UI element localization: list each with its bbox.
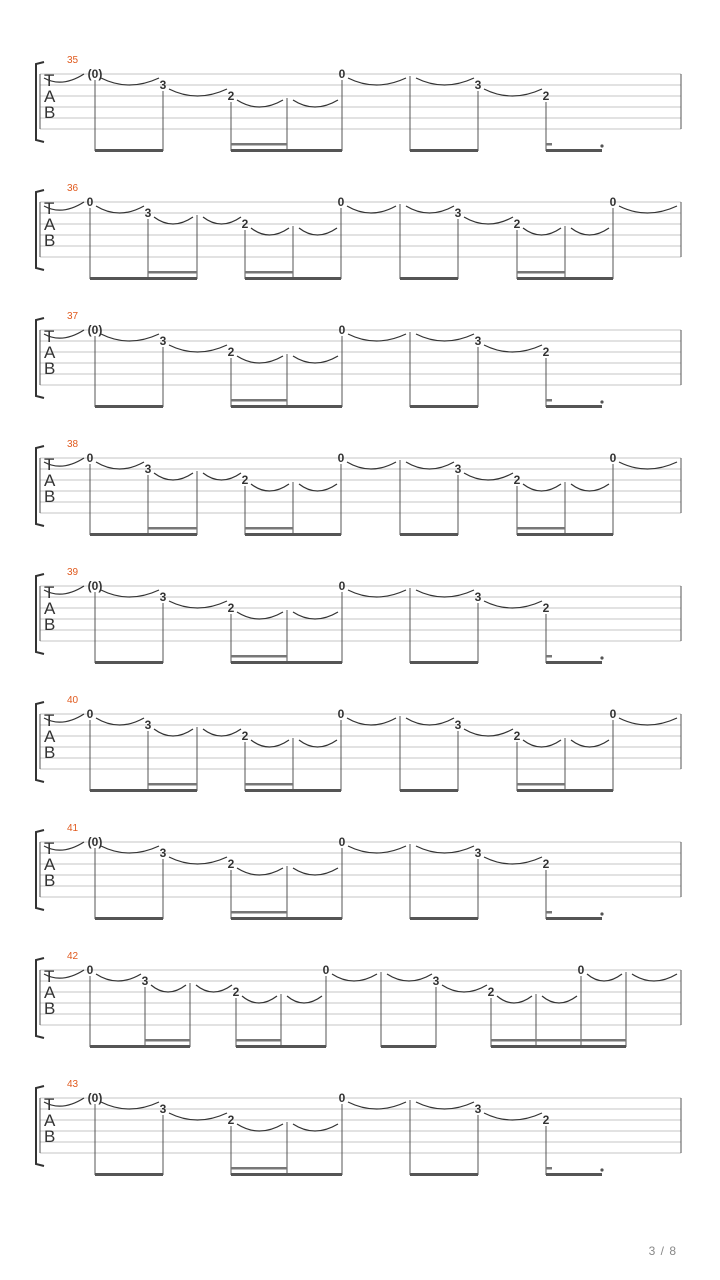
tie-arc <box>151 985 186 992</box>
tie-arc <box>587 974 622 981</box>
fret-number: 0 <box>577 963 585 977</box>
beam <box>245 789 341 792</box>
fret-number: 0 <box>86 707 94 721</box>
tie-arc <box>154 729 193 736</box>
sub-beam <box>517 783 565 786</box>
tie-arc <box>523 484 561 491</box>
tie-arc <box>416 334 474 341</box>
beam <box>231 661 342 664</box>
fret-number: 2 <box>227 1113 235 1127</box>
fret-number: 2 <box>227 89 235 103</box>
beam <box>400 277 458 280</box>
fret-number: 3 <box>159 1102 167 1116</box>
sub-beam <box>231 655 287 658</box>
sub-beam <box>148 783 197 786</box>
tie-arc <box>416 78 474 85</box>
fret-number: 3 <box>144 462 152 476</box>
tie-arc <box>619 206 677 213</box>
tie-arc <box>348 846 406 853</box>
fret-number: 0 <box>338 1091 346 1105</box>
fret-number: 2 <box>487 985 495 999</box>
tie-arc <box>484 345 542 352</box>
beam <box>90 277 197 280</box>
tie-arc <box>332 974 377 981</box>
tie-arc <box>464 217 513 224</box>
tab-clef-letter: T <box>44 1095 55 1114</box>
tie-arc <box>293 868 338 875</box>
partial-beam <box>546 1167 552 1170</box>
tie-arc <box>237 612 283 619</box>
tab-clef-letter: A <box>44 471 56 490</box>
tie-arc <box>101 590 159 597</box>
sub-beam <box>231 143 287 146</box>
beam <box>95 1173 163 1176</box>
beam <box>517 789 613 792</box>
beam <box>410 1173 478 1176</box>
fret-number: 3 <box>454 462 462 476</box>
fret-number: 0 <box>86 963 94 977</box>
tab-clef-letter: B <box>44 743 56 762</box>
tie-arc <box>497 996 532 1003</box>
measure-number: 38 <box>67 439 79 450</box>
tie-arc <box>464 473 513 480</box>
sub-beam <box>231 399 287 402</box>
beam <box>546 149 602 152</box>
tab-clef-letter: T <box>44 839 55 858</box>
fret-number: 0 <box>609 707 617 721</box>
fret-number: 3 <box>474 846 482 860</box>
tie-arc <box>406 462 454 469</box>
tie-arc <box>619 462 677 469</box>
fret-number: 2 <box>241 729 249 743</box>
tie-arc <box>101 1102 159 1109</box>
fret-number: 3 <box>159 78 167 92</box>
tie-arc <box>387 974 432 981</box>
tie-arc <box>96 206 144 213</box>
fret-number: 2 <box>227 601 235 615</box>
tab-clef-letter: B <box>44 103 56 122</box>
measure-number: 41 <box>67 823 79 834</box>
tie-arc <box>484 601 542 608</box>
tab-system <box>36 439 681 536</box>
sub-beam <box>245 527 293 530</box>
beam <box>546 917 602 920</box>
fret-number: 0 <box>338 323 346 337</box>
fret-number: 0 <box>86 451 94 465</box>
beam <box>410 405 478 408</box>
tie-arc <box>293 356 338 363</box>
fret-number: 2 <box>542 857 550 871</box>
beam <box>546 661 602 664</box>
beam <box>381 1045 436 1048</box>
measure-number: 37 <box>67 311 79 322</box>
fret-number: 2 <box>542 89 550 103</box>
fret-number: 2 <box>513 217 521 231</box>
tie-arc <box>619 718 677 725</box>
fret-number: 0 <box>338 579 346 593</box>
fret-number: 2 <box>542 601 550 615</box>
tie-arc <box>571 740 609 747</box>
fret-number: 3 <box>159 334 167 348</box>
measure-number: 42 <box>67 951 79 962</box>
partial-beam <box>546 911 552 914</box>
sub-beam <box>231 1167 287 1170</box>
sub-beam <box>148 527 197 530</box>
fret-number: 2 <box>227 345 235 359</box>
tie-arc <box>237 356 283 363</box>
tab-clef-letter: T <box>44 71 55 90</box>
tab-clef-letter: A <box>44 87 56 106</box>
fret-number: (0) <box>87 579 103 593</box>
fret-number: 3 <box>144 206 152 220</box>
tie-arc <box>293 612 338 619</box>
measure-number: 39 <box>67 567 79 578</box>
tie-arc <box>251 740 289 747</box>
tie-arc <box>169 345 227 352</box>
tab-clef-letter: A <box>44 727 56 746</box>
tab-system <box>36 951 681 1048</box>
sub-beam <box>145 1039 190 1042</box>
fret-number: 3 <box>432 974 440 988</box>
beam <box>410 917 478 920</box>
tie-arc <box>169 1113 227 1120</box>
measure-number: 40 <box>67 695 79 706</box>
tie-arc <box>293 100 338 107</box>
tie-arc <box>196 985 232 992</box>
beam <box>546 405 602 408</box>
beam <box>491 1045 626 1048</box>
fret-number: 3 <box>474 590 482 604</box>
fret-number: 2 <box>241 473 249 487</box>
beam <box>517 277 613 280</box>
beam <box>231 1173 342 1176</box>
beam <box>236 1045 326 1048</box>
tie-arc <box>484 89 542 96</box>
tie-arc <box>347 206 396 213</box>
fret-number: 0 <box>86 195 94 209</box>
tab-system <box>36 55 681 152</box>
tab-clef-letter: A <box>44 343 56 362</box>
fret-number: 2 <box>232 985 240 999</box>
tie-arc <box>348 1102 406 1109</box>
partial-beam <box>546 655 552 658</box>
tie-arc <box>484 857 542 864</box>
fret-number: 0 <box>609 451 617 465</box>
fret-number: 0 <box>337 707 345 721</box>
tie-arc <box>416 590 474 597</box>
tie-arc <box>237 100 283 107</box>
tie-arc <box>101 846 159 853</box>
tie-arc <box>101 334 159 341</box>
beam <box>95 917 163 920</box>
tie-arc <box>203 729 241 736</box>
tab-clef-letter: B <box>44 359 56 378</box>
tie-arc <box>299 228 337 235</box>
beam <box>231 405 342 408</box>
tab-clef-letter: A <box>44 599 56 618</box>
tab-clef-letter: A <box>44 215 56 234</box>
fret-number: 0 <box>337 195 345 209</box>
tie-arc <box>299 484 337 491</box>
tab-system <box>36 183 681 280</box>
tie-arc <box>523 228 561 235</box>
tie-arc <box>406 206 454 213</box>
tie-arc <box>464 729 513 736</box>
fret-number: 3 <box>159 846 167 860</box>
tie-arc <box>484 1113 542 1120</box>
beam <box>410 149 478 152</box>
tab-clef-letter: B <box>44 1127 56 1146</box>
sub-beam <box>245 271 293 274</box>
beam <box>410 661 478 664</box>
tie-arc <box>154 217 193 224</box>
fret-number: 3 <box>159 590 167 604</box>
fret-number: 0 <box>609 195 617 209</box>
tab-clef-letter: B <box>44 231 56 250</box>
beam <box>245 533 341 536</box>
tie-arc <box>416 846 474 853</box>
tab-system <box>36 311 681 408</box>
tie-arc <box>96 462 144 469</box>
dot <box>600 1168 603 1171</box>
tab-clef-letter: A <box>44 855 56 874</box>
tie-arc <box>571 484 609 491</box>
tab-clef-letter: A <box>44 983 56 1002</box>
beam <box>231 917 342 920</box>
tie-arc <box>237 1124 283 1131</box>
tie-arc <box>169 857 227 864</box>
tab-clef-letter: T <box>44 327 55 346</box>
tie-arc <box>293 1124 338 1131</box>
tie-arc <box>542 996 577 1003</box>
sub-beam <box>517 271 565 274</box>
tie-arc <box>237 868 283 875</box>
tie-arc <box>251 228 289 235</box>
fret-number: 0 <box>338 67 346 81</box>
tab-clef-letter: T <box>44 583 55 602</box>
tab-clef-letter: T <box>44 199 55 218</box>
tie-arc <box>348 590 406 597</box>
fret-number: (0) <box>87 67 103 81</box>
fret-number: 2 <box>227 857 235 871</box>
beam <box>95 405 163 408</box>
tie-arc <box>442 985 487 992</box>
fret-number: 0 <box>338 835 346 849</box>
tab-clef-letter: B <box>44 871 56 890</box>
sub-beam <box>491 1039 626 1042</box>
beam <box>95 149 163 152</box>
beam <box>231 149 342 152</box>
beam <box>546 1173 602 1176</box>
fret-number: 2 <box>241 217 249 231</box>
fret-number: 3 <box>474 78 482 92</box>
beam <box>517 533 613 536</box>
tie-arc <box>287 996 322 1003</box>
partial-beam <box>546 399 552 402</box>
beam <box>90 533 197 536</box>
sub-beam <box>231 911 287 914</box>
fret-number: 3 <box>474 334 482 348</box>
tab-clef-letter: T <box>44 711 55 730</box>
tab-clef-letter: B <box>44 999 56 1018</box>
beam <box>400 533 458 536</box>
tie-arc <box>348 78 406 85</box>
tie-arc <box>632 974 677 981</box>
beam <box>90 789 197 792</box>
fret-number: (0) <box>87 835 103 849</box>
tie-arc <box>251 484 289 491</box>
dot <box>600 144 603 147</box>
fret-number: 3 <box>454 718 462 732</box>
tie-arc <box>96 974 141 981</box>
beam <box>95 661 163 664</box>
sub-beam <box>148 271 197 274</box>
tab-system <box>36 695 681 792</box>
sub-beam <box>517 527 565 530</box>
tie-arc <box>406 718 454 725</box>
tab-clef-letter: B <box>44 615 56 634</box>
tie-arc <box>347 462 396 469</box>
beam <box>90 1045 190 1048</box>
tie-arc <box>347 718 396 725</box>
tie-arc <box>299 740 337 747</box>
fret-number: 2 <box>513 473 521 487</box>
measure-number: 36 <box>67 183 79 194</box>
fret-number: 3 <box>454 206 462 220</box>
fret-number: 0 <box>322 963 330 977</box>
fret-number: 2 <box>542 1113 550 1127</box>
beam <box>245 277 341 280</box>
dot <box>600 912 603 915</box>
tie-arc <box>203 473 241 480</box>
beam <box>400 789 458 792</box>
sub-beam <box>245 783 293 786</box>
measure-number: 35 <box>67 55 79 66</box>
tie-arc <box>169 601 227 608</box>
tab-system <box>36 823 681 920</box>
partial-beam <box>546 143 552 146</box>
fret-number: 3 <box>141 974 149 988</box>
fret-number: (0) <box>87 1091 103 1105</box>
fret-number: 3 <box>144 718 152 732</box>
fret-number: 3 <box>474 1102 482 1116</box>
fret-number: 0 <box>337 451 345 465</box>
tie-arc <box>416 1102 474 1109</box>
tie-arc <box>169 89 227 96</box>
tab-clef-letter: B <box>44 487 56 506</box>
tab-system <box>36 567 681 664</box>
tie-arc <box>203 217 241 224</box>
tab-clef-letter: A <box>44 1111 56 1130</box>
tie-arc <box>348 334 406 341</box>
tab-clef-letter: T <box>44 455 55 474</box>
sub-beam <box>236 1039 281 1042</box>
tab-clef-letter: T <box>44 967 55 986</box>
dot <box>600 656 603 659</box>
fret-number: 2 <box>542 345 550 359</box>
tie-arc <box>242 996 277 1003</box>
tab-system <box>36 1079 681 1176</box>
fret-number: 2 <box>513 729 521 743</box>
tie-arc <box>96 718 144 725</box>
measure-number: 43 <box>67 1079 79 1090</box>
tie-arc <box>101 78 159 85</box>
tie-arc <box>523 740 561 747</box>
tie-arc <box>154 473 193 480</box>
dot <box>600 400 603 403</box>
tie-arc <box>571 228 609 235</box>
fret-number: (0) <box>87 323 103 337</box>
page-indicator: 3 / 8 <box>648 1244 677 1258</box>
